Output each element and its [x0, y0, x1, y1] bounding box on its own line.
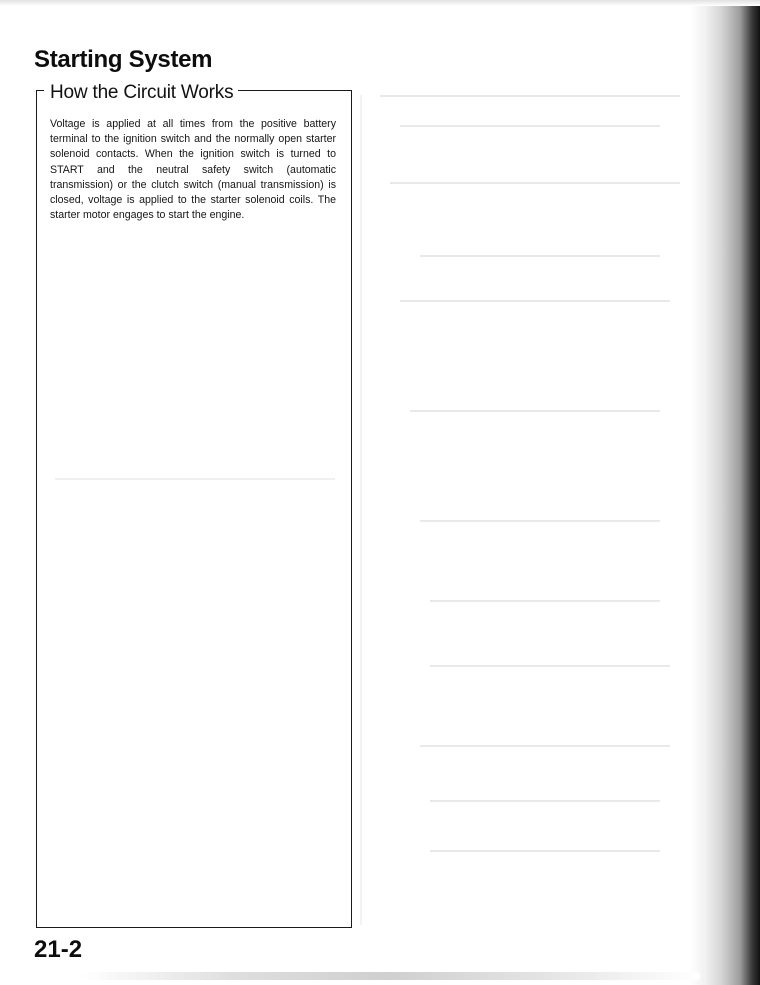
bleed-through-line	[420, 745, 670, 747]
scan-smudge	[80, 972, 700, 980]
bleed-through-line	[380, 95, 680, 97]
bleed-through-line	[400, 125, 660, 127]
bleed-through-line	[430, 665, 670, 667]
bleed-through-line	[410, 410, 660, 412]
circuit-description-text: Voltage is applied at all times from the positive battery terminal to the ignition switch and the normally open starter solenoid contacts. When the ignition switch is turned to START and the neutral safety switch (automatic transmission) or the clutch switch (manual transmission) is closed, voltage is applied to the starter solenoid coils. The starter motor engages to start the engine.	[50, 118, 336, 222]
page-number: 21-2	[34, 936, 83, 963]
bleed-through-line	[430, 600, 660, 602]
bleed-through-line	[400, 300, 670, 302]
bleed-through-line	[420, 255, 660, 257]
bleed-through-line	[420, 520, 660, 522]
bleed-through-line	[430, 850, 660, 852]
section-title: Starting System	[34, 46, 213, 73]
box-top-rule-left	[36, 90, 44, 91]
bleed-through-line	[430, 800, 660, 802]
page-top-shadow	[0, 0, 760, 6]
bleed-through-line	[390, 182, 680, 184]
box-heading: How the Circuit Works	[50, 82, 234, 103]
box-top-rule-right	[238, 90, 352, 91]
bleed-through-rule	[360, 95, 362, 925]
